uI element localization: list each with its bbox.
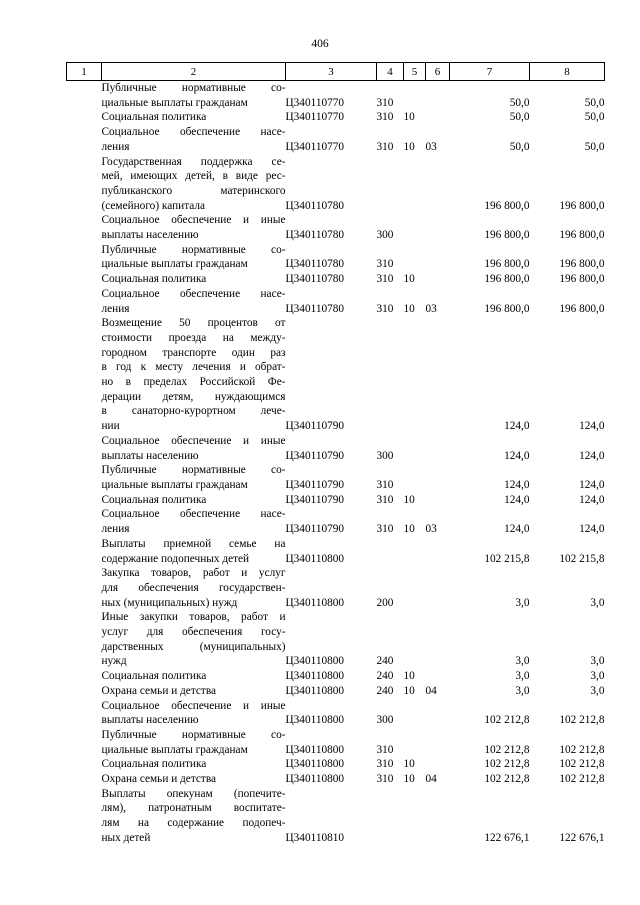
subsection-cell bbox=[426, 610, 450, 669]
amount-year2-cell: 3,0 bbox=[590, 670, 605, 683]
item-name-cell bbox=[102, 316, 286, 434]
item-name-cell bbox=[102, 757, 286, 772]
section-cell bbox=[404, 316, 426, 434]
section-cell bbox=[404, 610, 426, 669]
item-name-line: Закупка товаров, работ и услуг bbox=[101, 567, 286, 580]
subsection-cell: 04 bbox=[425, 684, 437, 697]
target-code-cell: Ц340110780 bbox=[285, 302, 345, 315]
expense-type-cell: 240 bbox=[376, 670, 394, 683]
section-cell: 10 bbox=[403, 493, 415, 506]
item-name-line: выплаты населению bbox=[101, 449, 199, 462]
item-name-cell bbox=[102, 155, 286, 214]
amount-year1-cell: 196 800,0 bbox=[484, 199, 530, 212]
section-cell: 10 bbox=[403, 523, 415, 536]
amount-year1-cell: 102 212,8 bbox=[484, 758, 530, 771]
subsection-cell bbox=[426, 566, 450, 610]
item-name-line: услуг для обеспечения госу- bbox=[101, 626, 286, 639]
item-name-line: городном транспорте один раз bbox=[101, 346, 286, 359]
expense-type-cell: 300 bbox=[376, 229, 394, 242]
item-name-line: Охрана семьи и детства bbox=[101, 684, 217, 697]
section-cell bbox=[404, 537, 426, 566]
target-code-cell: Ц340110800 bbox=[285, 743, 345, 756]
target-code-cell: Ц340110800 bbox=[285, 714, 345, 727]
item-name-line: в год к месту лечения и обрат- bbox=[101, 361, 286, 374]
row-number-cell bbox=[67, 610, 102, 669]
section-cell: 10 bbox=[403, 140, 415, 153]
row-number-cell bbox=[67, 537, 102, 566]
target-code-cell: Ц340110810 bbox=[285, 831, 345, 844]
expense-type-cell: 310 bbox=[376, 773, 394, 786]
amount-year2-cell: 3,0 bbox=[590, 596, 605, 609]
expense-type-cell: 310 bbox=[376, 743, 394, 756]
amount-year1-cell: 124,0 bbox=[504, 478, 530, 491]
subsection-cell bbox=[426, 81, 450, 111]
item-name-line: но в пределах Российской Фе- bbox=[101, 376, 286, 389]
section-cell bbox=[404, 81, 426, 111]
expense-type-cell: 200 bbox=[376, 596, 394, 609]
item-name-line: выплаты населению bbox=[101, 714, 199, 727]
column-header: 2 bbox=[102, 63, 286, 81]
subsection-cell bbox=[426, 493, 450, 508]
expense-type-cell: 310 bbox=[376, 140, 394, 153]
table-row bbox=[67, 493, 605, 508]
table-row bbox=[67, 537, 605, 566]
item-name-line: Охрана семьи и детства bbox=[101, 773, 217, 786]
item-name-line: Выплаты опекунам (попечите- bbox=[101, 787, 286, 800]
expense-type-cell bbox=[377, 537, 404, 566]
target-code-cell: Ц340110800 bbox=[285, 655, 345, 668]
target-code-cell: Ц340110790 bbox=[285, 523, 345, 536]
section-cell: 10 bbox=[403, 773, 415, 786]
row-number-cell bbox=[67, 669, 102, 684]
amount-year1-cell: 196 800,0 bbox=[484, 229, 530, 242]
section-cell: 10 bbox=[403, 670, 415, 683]
expense-type-cell: 310 bbox=[376, 111, 394, 124]
item-name-cell bbox=[102, 772, 286, 787]
item-name-line: Социальное обеспечение насе- bbox=[101, 126, 286, 139]
table-row bbox=[67, 155, 605, 214]
item-name-line: лям), патронатным воспитате- bbox=[101, 802, 286, 815]
expense-type-cell: 310 bbox=[376, 273, 394, 286]
item-name-line: лям на содержание подопеч- bbox=[101, 817, 286, 830]
amount-year2-cell: 102 212,8 bbox=[559, 773, 605, 786]
subsection-cell bbox=[426, 699, 450, 728]
expense-type-cell bbox=[377, 155, 404, 214]
page-number: 406 bbox=[311, 38, 329, 50]
amount-year1-cell: 3,0 bbox=[515, 655, 530, 668]
subsection-cell: 03 bbox=[425, 140, 437, 153]
table-row bbox=[67, 566, 605, 610]
section-cell bbox=[404, 566, 426, 610]
item-name-line: содержание подопечных детей bbox=[101, 552, 250, 565]
item-name-line: дерации детям, нуждающимся bbox=[101, 390, 286, 403]
target-code-cell: Ц340110800 bbox=[285, 684, 345, 697]
table-row bbox=[67, 669, 605, 684]
row-number-cell bbox=[67, 566, 102, 610]
subsection-cell bbox=[426, 537, 450, 566]
item-name-cell bbox=[102, 787, 286, 846]
subsection-cell bbox=[426, 434, 450, 463]
item-name-line: Социальное обеспечение насе- bbox=[101, 508, 286, 521]
amount-year2-cell: 124,0 bbox=[579, 478, 605, 491]
target-code-cell: Ц340110780 bbox=[285, 258, 345, 271]
expense-type-cell: 240 bbox=[376, 684, 394, 697]
item-name-line: ления bbox=[101, 523, 130, 536]
amount-year1-cell: 3,0 bbox=[515, 670, 530, 683]
target-code-cell: Ц340110790 bbox=[285, 478, 345, 491]
item-name-line: Иные закупки товаров, работ и bbox=[101, 611, 286, 624]
expense-type-cell: 310 bbox=[376, 758, 394, 771]
item-name-line: циальные выплаты гражданам bbox=[101, 743, 248, 756]
item-name-cell bbox=[102, 669, 286, 684]
item-name-line: Социальная политика bbox=[101, 670, 207, 683]
subsection-cell bbox=[426, 669, 450, 684]
amount-year1-cell: 102 215,8 bbox=[484, 552, 530, 565]
subsection-cell bbox=[426, 213, 450, 242]
item-name-line: Государственная поддержка се- bbox=[101, 155, 286, 168]
item-name-line: Социальная политика bbox=[101, 273, 207, 286]
item-name-line: мей, имеющих детей, в виде рес- bbox=[101, 170, 286, 183]
item-name-line: в санаторно-курортном лече- bbox=[101, 405, 286, 418]
item-name-cell bbox=[102, 243, 286, 272]
amount-year1-cell: 196 800,0 bbox=[484, 273, 530, 286]
row-number-cell bbox=[67, 125, 102, 154]
table-body bbox=[67, 81, 605, 846]
target-code-cell: Ц340110790 bbox=[285, 420, 345, 433]
amount-year2-cell: 124,0 bbox=[579, 420, 605, 433]
expense-type-cell bbox=[377, 787, 404, 846]
table-row bbox=[67, 213, 605, 242]
subsection-cell bbox=[426, 110, 450, 125]
amount-year2-cell: 102 212,8 bbox=[559, 758, 605, 771]
target-code-cell: Ц340110780 bbox=[285, 199, 345, 212]
item-name-line: Публичные нормативные со- bbox=[101, 243, 286, 256]
item-name-line: Социальное обеспечение и иные bbox=[101, 434, 286, 447]
item-name-line: дарственных (муниципальных) bbox=[101, 640, 286, 653]
item-name-line: для обеспечения государствен- bbox=[101, 581, 286, 594]
item-name-line: ления bbox=[101, 302, 130, 315]
row-number-cell bbox=[67, 699, 102, 728]
row-number-cell bbox=[67, 463, 102, 492]
item-name-cell bbox=[102, 610, 286, 669]
item-name-line: Выплаты приемной семье на bbox=[101, 537, 286, 550]
column-header: 5 bbox=[404, 63, 426, 81]
table-row bbox=[67, 684, 605, 699]
subsection-cell: 03 bbox=[425, 302, 437, 315]
table-row bbox=[67, 272, 605, 287]
amount-year2-cell: 196 800,0 bbox=[559, 199, 605, 212]
amount-year2-cell: 196 800,0 bbox=[559, 302, 605, 315]
item-name-cell bbox=[102, 507, 286, 536]
target-code-cell: Ц340110800 bbox=[285, 596, 345, 609]
amount-year1-cell: 102 212,8 bbox=[484, 714, 530, 727]
amount-year1-cell: 124,0 bbox=[504, 493, 530, 506]
amount-year2-cell: 102 215,8 bbox=[559, 552, 605, 565]
amount-year2-cell: 50,0 bbox=[584, 111, 605, 124]
item-name-line: Публичные нормативные со- bbox=[101, 728, 286, 741]
item-name-line: ления bbox=[101, 140, 130, 153]
column-header: 8 bbox=[530, 63, 605, 81]
row-number-cell bbox=[67, 243, 102, 272]
column-header: 6 bbox=[426, 63, 450, 81]
expense-type-cell: 310 bbox=[376, 523, 394, 536]
table-row bbox=[67, 243, 605, 272]
subsection-cell bbox=[426, 463, 450, 492]
item-name-cell bbox=[102, 81, 286, 111]
row-number-cell bbox=[67, 287, 102, 316]
table-row bbox=[67, 699, 605, 728]
table-row bbox=[67, 125, 605, 154]
item-name-line: выплаты населению bbox=[101, 229, 199, 242]
amount-year1-cell: 124,0 bbox=[504, 523, 530, 536]
amount-year1-cell: 50,0 bbox=[509, 140, 530, 153]
target-code-cell: Ц340110790 bbox=[285, 493, 345, 506]
item-name-line: нии bbox=[101, 420, 120, 433]
expense-type-cell: 300 bbox=[376, 714, 394, 727]
column-header: 1 bbox=[67, 63, 102, 81]
subsection-cell bbox=[426, 728, 450, 757]
expense-type-cell: 310 bbox=[376, 258, 394, 271]
item-name-cell bbox=[102, 699, 286, 728]
column-header: 7 bbox=[450, 63, 530, 81]
table-row bbox=[67, 287, 605, 316]
section-cell bbox=[404, 243, 426, 272]
amount-year1-cell: 124,0 bbox=[504, 420, 530, 433]
subsection-cell bbox=[426, 243, 450, 272]
subsection-cell bbox=[426, 787, 450, 846]
amount-year1-cell: 3,0 bbox=[515, 596, 530, 609]
section-cell: 10 bbox=[403, 758, 415, 771]
row-number-cell bbox=[67, 772, 102, 787]
amount-year1-cell: 3,0 bbox=[515, 684, 530, 697]
item-name-line: Публичные нормативные со- bbox=[101, 464, 286, 477]
table-header-row bbox=[67, 63, 605, 81]
section-cell bbox=[404, 699, 426, 728]
amount-year2-cell: 50,0 bbox=[584, 140, 605, 153]
section-cell: 10 bbox=[403, 684, 415, 697]
amount-year2-cell: 196 800,0 bbox=[559, 229, 605, 242]
target-code-cell: Ц340110770 bbox=[285, 111, 345, 124]
row-number-cell bbox=[67, 787, 102, 846]
row-number-cell bbox=[67, 757, 102, 772]
table-row bbox=[67, 110, 605, 125]
item-name-cell bbox=[102, 684, 286, 699]
row-number-cell bbox=[67, 155, 102, 214]
amount-year1-cell: 50,0 bbox=[509, 111, 530, 124]
item-name-line: Социальное обеспечение насе- bbox=[101, 287, 286, 300]
item-name-line: ных (муниципальных) нужд bbox=[101, 596, 238, 609]
row-number-cell bbox=[67, 272, 102, 287]
item-name-cell bbox=[102, 434, 286, 463]
table-row bbox=[67, 81, 605, 111]
subsection-cell bbox=[426, 155, 450, 214]
amount-year1-cell: 102 212,8 bbox=[484, 773, 530, 786]
amount-year1-cell: 124,0 bbox=[504, 449, 530, 462]
amount-year1-cell: 50,0 bbox=[509, 96, 530, 109]
item-name-cell bbox=[102, 537, 286, 566]
item-name-line: ных детей bbox=[101, 831, 151, 844]
section-cell bbox=[404, 728, 426, 757]
expense-type-cell: 310 bbox=[376, 96, 394, 109]
amount-year2-cell: 102 212,8 bbox=[559, 714, 605, 727]
table-row bbox=[67, 316, 605, 434]
table-row bbox=[67, 610, 605, 669]
row-number-cell bbox=[67, 684, 102, 699]
subsection-cell bbox=[426, 272, 450, 287]
item-name-cell bbox=[102, 463, 286, 492]
amount-year2-cell: 196 800,0 bbox=[559, 273, 605, 286]
subsection-cell: 03 bbox=[425, 523, 437, 536]
row-number-cell bbox=[67, 213, 102, 242]
subsection-cell bbox=[426, 316, 450, 434]
amount-year2-cell: 50,0 bbox=[584, 96, 605, 109]
item-name-cell bbox=[102, 213, 286, 242]
table-row bbox=[67, 463, 605, 492]
target-code-cell: Ц340110800 bbox=[285, 758, 345, 771]
target-code-cell: Ц340110770 bbox=[285, 140, 345, 153]
target-code-cell: Ц340110800 bbox=[285, 552, 345, 565]
item-name-line: циальные выплаты гражданам bbox=[101, 258, 248, 271]
target-code-cell: Ц340110770 bbox=[285, 96, 345, 109]
target-code-cell: Ц340110780 bbox=[285, 273, 345, 286]
amount-year1-cell: 102 212,8 bbox=[484, 743, 530, 756]
item-name-cell bbox=[102, 566, 286, 610]
amount-year2-cell: 124,0 bbox=[579, 449, 605, 462]
table-row bbox=[67, 772, 605, 787]
item-name-line: (семейного) капитала bbox=[101, 199, 206, 212]
amount-year2-cell: 196 800,0 bbox=[559, 258, 605, 271]
target-code-cell: Ц340110800 bbox=[285, 773, 345, 786]
amount-year2-cell: 124,0 bbox=[579, 493, 605, 506]
table-row bbox=[67, 787, 605, 846]
amount-year1-cell: 196 800,0 bbox=[484, 258, 530, 271]
item-name-line: Социальная политика bbox=[101, 111, 207, 124]
item-name-line: Возмещение 50 процентов от bbox=[101, 317, 286, 330]
section-cell bbox=[404, 787, 426, 846]
section-cell bbox=[404, 213, 426, 242]
subsection-cell: 04 bbox=[425, 773, 437, 786]
budget-table bbox=[66, 62, 605, 846]
item-name-line: циальные выплаты гражданам bbox=[101, 96, 248, 109]
section-cell bbox=[404, 434, 426, 463]
item-name-line: Публичные нормативные со- bbox=[101, 82, 286, 94]
section-cell bbox=[404, 155, 426, 214]
row-number-cell bbox=[67, 728, 102, 757]
item-name-line: стоимости проезда на между- bbox=[101, 331, 286, 344]
column-header: 4 bbox=[377, 63, 404, 81]
section-cell: 10 bbox=[403, 302, 415, 315]
table-row bbox=[67, 507, 605, 536]
row-number-cell bbox=[67, 507, 102, 536]
item-name-line: Социальное обеспечение и иные bbox=[101, 214, 286, 227]
table-row bbox=[67, 434, 605, 463]
expense-type-cell: 300 bbox=[376, 449, 394, 462]
item-name-line: Социальная политика bbox=[101, 758, 207, 771]
item-name-cell bbox=[102, 272, 286, 287]
item-name-line: Социальная политика bbox=[101, 493, 207, 506]
target-code-cell: Ц340110780 bbox=[285, 229, 345, 242]
section-cell: 10 bbox=[403, 111, 415, 124]
row-number-cell bbox=[67, 81, 102, 111]
expense-type-cell: 240 bbox=[376, 655, 394, 668]
table-row bbox=[67, 757, 605, 772]
expense-type-cell bbox=[377, 316, 404, 434]
row-number-cell bbox=[67, 110, 102, 125]
expense-type-cell: 310 bbox=[376, 302, 394, 315]
amount-year2-cell: 3,0 bbox=[590, 655, 605, 668]
target-code-cell: Ц340110790 bbox=[285, 449, 345, 462]
expense-type-cell: 310 bbox=[376, 493, 394, 506]
row-number-cell bbox=[67, 493, 102, 508]
amount-year2-cell: 122 676,1 bbox=[559, 831, 605, 844]
amount-year1-cell: 196 800,0 bbox=[484, 302, 530, 315]
subsection-cell bbox=[426, 757, 450, 772]
amount-year2-cell: 102 212,8 bbox=[559, 743, 605, 756]
item-name-cell bbox=[102, 110, 286, 125]
row-number-cell bbox=[67, 316, 102, 434]
row-number-cell bbox=[67, 434, 102, 463]
item-name-line: циальные выплаты гражданам bbox=[101, 478, 248, 491]
section-cell bbox=[404, 463, 426, 492]
target-code-cell: Ц340110800 bbox=[285, 670, 345, 683]
item-name-line: публиканского материнского bbox=[101, 184, 286, 197]
item-name-cell bbox=[102, 125, 286, 154]
item-name-cell bbox=[102, 728, 286, 757]
amount-year1-cell: 122 676,1 bbox=[484, 831, 530, 844]
column-header: 3 bbox=[286, 63, 377, 81]
item-name-line: нужд bbox=[101, 655, 127, 668]
item-name-cell bbox=[102, 287, 286, 316]
expense-type-cell: 310 bbox=[376, 478, 394, 491]
section-cell: 10 bbox=[403, 273, 415, 286]
amount-year2-cell: 3,0 bbox=[590, 684, 605, 697]
item-name-line: Социальное обеспечение и иные bbox=[101, 699, 286, 712]
item-name-cell bbox=[102, 493, 286, 508]
table-row bbox=[67, 728, 605, 757]
amount-year2-cell: 124,0 bbox=[579, 523, 605, 536]
